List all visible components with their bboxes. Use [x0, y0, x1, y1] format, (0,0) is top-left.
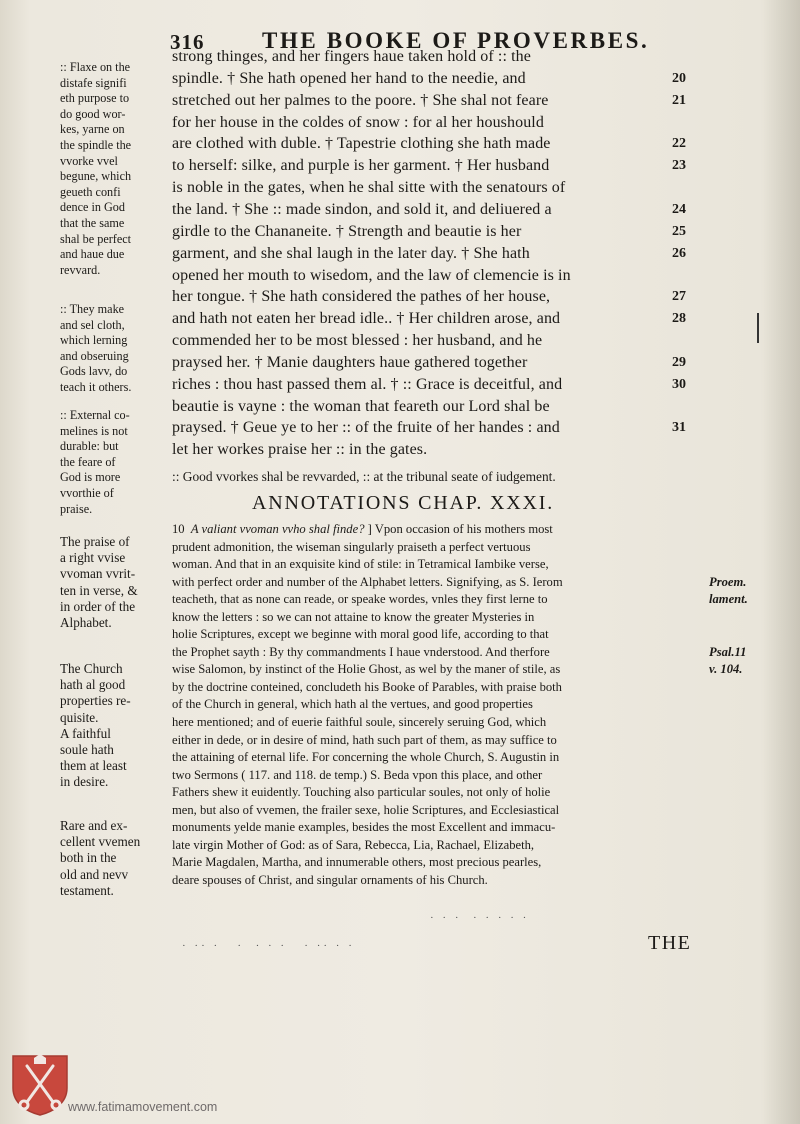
margin-note-line: the spindle the: [60, 137, 132, 152]
text-line: girdle to the Chananeite. † Strength and beautie is her: [172, 222, 522, 240]
papal-keys-shield-icon: [10, 1052, 70, 1116]
text-line: is noble in the gates, when he shal sitte with the senatours of: [172, 179, 566, 197]
margin-note-line: melines is not: [60, 423, 128, 438]
annotation-reference: lament.: [709, 592, 748, 607]
verse-number: 20: [672, 70, 686, 86]
margin-note-line: vvorke vvel: [60, 153, 118, 168]
annotation-line: of the Church in general, which hath al the vertues, and good properties: [172, 697, 533, 712]
margin-note-line: :: Flaxe on the: [60, 60, 131, 74]
verse-number: 31: [672, 420, 686, 436]
margin-note-line: a right vvise: [60, 550, 126, 566]
verse-number: 24: [672, 201, 686, 217]
margin-note-line: and obseruing: [60, 348, 129, 363]
margin-note-line: teach it others.: [60, 379, 132, 394]
text-line: strong thinges, and her fingers haue taken hold of :: the: [172, 48, 531, 65]
page-edge-shadow: [763, 0, 800, 1124]
annotation-line: the Prophet sayth : By thy commandments I haue vnderstood. And therfore: [172, 644, 550, 659]
annotation-line: wise Salomon, by instinct of the Holie Ghost, as wel by the maner of stile, as: [172, 662, 561, 677]
margin-note-line: Alphabet.: [60, 615, 112, 631]
text-line: riches : thou hast passed them al. † :: Grace is deceitful, and: [172, 375, 563, 393]
margin-rule: [757, 313, 759, 343]
faded-ink-marks: · · · · · · · ·: [430, 912, 530, 924]
margin-note-line: both in the: [60, 850, 117, 866]
annotation-line: Fathers shew it euidently. Touching also particular soules, not only of holie: [172, 785, 551, 800]
verse-number: 30: [672, 376, 686, 392]
verse-number: 28: [672, 311, 686, 327]
annotation-line: monuments yelde manie examples, besides the most Excellent and immacu-: [172, 820, 556, 835]
text-line: and hath not eaten her bread idle.. † Her children arose, and: [172, 310, 561, 328]
faded-ink-marks: · ·· · · · · · · ·· · ·: [182, 940, 355, 952]
margin-note-line: kes, yarne on: [60, 122, 125, 137]
margin-note-line: praise.: [60, 501, 93, 516]
annotation-first-rest: ] Vpon occasion of his mothers most: [367, 522, 553, 536]
annotation-line: know the letters : so we can not attaine to know the greater Mysteries in: [172, 609, 535, 624]
website-link[interactable]: www.fatimamovement.com: [68, 1100, 218, 1114]
margin-note-line: the feare of: [60, 454, 116, 469]
verse-number: 22: [672, 136, 686, 152]
annotation-line: Marie Magdalen, Martha, and innumerable others, most precious pearles,: [172, 855, 542, 870]
margin-note-line: cellent vvemen: [60, 834, 141, 850]
margin-note-line: that the same: [60, 215, 125, 230]
text-line: the land. † She :: made sindon, and sold it, and deliuered a: [172, 200, 552, 218]
text-line: stretched out her palmes to the poore. † She shal not feare: [172, 91, 549, 109]
margin-note: [60, 818, 140, 899]
verse-number: 29: [672, 354, 686, 370]
margin-note-line: dence in God: [60, 200, 125, 215]
annotation-line: here mentioned; and of euerie faithful soule, sincerely seruing God, which: [172, 715, 547, 730]
margin-note-line: revvard.: [60, 262, 101, 277]
text-line: praysed. † Geue ye to her :: of the fruite of her handes : and: [172, 419, 560, 437]
verse-number: 25: [672, 223, 686, 239]
margin-note: [60, 60, 131, 278]
running-title: THE BOOKE OF PROVERBES.: [262, 28, 650, 53]
annotation-line: woman. And that in an exquisite kind of stile: in Tetramical Iambike verse,: [172, 557, 549, 572]
margin-note-line: shal be perfect: [60, 231, 132, 246]
text-line: garment, and she shal laugh in the later day. † She hath: [172, 244, 530, 262]
text-line: are clothed with duble. † Tapestrie clothing she hath made: [172, 135, 551, 153]
annotation-line: prudent admonition, the wiseman singularly praiseth a perfect vertuous: [172, 539, 531, 554]
margin-note-line: The Church: [60, 661, 123, 676]
annotation-reference: Proem.: [709, 574, 747, 589]
margin-note-line: vvorthie of: [60, 485, 114, 500]
annotations-body: [172, 521, 702, 889]
annotation-line: either in dede, or in desire of mind, hath such part of them, as may suffice to: [172, 732, 557, 747]
verse-number: 26: [672, 245, 686, 261]
margin-note-line: old and nevv: [60, 866, 129, 882]
verse-number: 23: [672, 158, 686, 174]
text-line: opened her mouth to wisedom, and the law of clemencie is in: [172, 266, 571, 284]
annotation-line: men, but also of vvemen, the frailer sexe, holie Scriptures, and Ecclesiastical: [172, 802, 560, 817]
margin-note-line: testament.: [60, 882, 114, 898]
text-line: for her house in the coldes of snow : for al her houshould: [172, 113, 544, 131]
margin-note-line: in order of the: [60, 598, 136, 614]
annotation-reference: v. 104.: [709, 662, 743, 677]
text-line: beautie is vayne : the woman that feareth our Lord shal be: [172, 397, 550, 415]
margin-note: [60, 408, 130, 517]
margin-note-line: :: They make: [60, 302, 125, 316]
margin-note-line: which lerning: [60, 333, 128, 348]
text-line: spindle. † She hath opened her hand to the needie, and: [172, 69, 526, 87]
margin-note-line: geueth confi: [60, 184, 121, 199]
annotation-line: by the doctrine conteined, concludeth his Booke of Parables, with praise both: [172, 679, 562, 694]
margin-note-line: A faithful: [60, 725, 111, 741]
annotation-line: late virgin Mother of God: as of Sara, Rebecca, Lia, Rachael, Elizabeth,: [172, 837, 535, 852]
annotation-line: deare spouses of Christ, and singular ornaments of his Church.: [172, 872, 488, 887]
margin-note-line: quisite.: [60, 709, 99, 725]
margin-note-line: and sel cloth,: [60, 317, 125, 332]
margin-note: [60, 302, 131, 396]
verse-number: 27: [672, 289, 686, 305]
annotation-line: with perfect order and number of the Alphabet letters. Signifying, as S. Ierom: [172, 574, 563, 589]
margin-note-line: eth purpose to: [60, 91, 130, 106]
annotation-verse-number: 10: [172, 522, 185, 536]
margin-note-line: hath al good: [60, 677, 126, 693]
margin-note-line: properties re-: [60, 693, 131, 709]
catchword: THE: [648, 932, 692, 954]
annotation-first-line: [172, 521, 702, 539]
margin-note-line: and haue due: [60, 247, 125, 262]
margin-note-line: do good wor-: [60, 106, 126, 121]
margin-note-line: God is more: [60, 470, 121, 485]
margin-note-line: them at least: [60, 758, 127, 774]
annotation-lead: A valiant vvoman vvho shal finde?: [190, 522, 365, 536]
margin-note: [60, 534, 138, 631]
margin-note-line: The praise of: [60, 534, 130, 549]
margin-note-line: vvoman vvrit-: [60, 566, 136, 582]
margin-note-line: durable: but: [60, 439, 119, 454]
margin-note-line: distafe signifi: [60, 75, 127, 90]
margin-note: [60, 661, 131, 791]
annotation-line: the attaining of eternal life. For concerning the whole Church, S. Augustin in: [172, 750, 560, 765]
margin-note-line: Gods lavv, do: [60, 364, 128, 379]
page-number: 316: [170, 30, 205, 54]
text-line: let her workes praise her :: in the gates.: [172, 441, 428, 459]
annotations-title: ANNOTATIONS CHAP. XXXI.: [252, 492, 555, 514]
text-line: her tongue. † She hath considered the pathes of her house,: [172, 288, 551, 306]
annotation-line: teacheth, that as none can reade, or speake wordes, vnles they first lerne to: [172, 592, 548, 607]
margin-note-line: ten in verse, &: [60, 582, 138, 598]
margin-note-line: Rare and ex-: [60, 818, 128, 833]
annotation-reference: Psal.11: [709, 644, 747, 659]
margin-note-line: in desire.: [60, 774, 109, 790]
margin-note-line: begune, which: [60, 169, 132, 184]
text-line: to herself: silke, and purple is her garment. † Her husband: [172, 157, 550, 175]
verse-number: 21: [672, 92, 686, 108]
margin-note-line: soule hath: [60, 742, 114, 758]
annotation-line: two Sermons ( 117. and 118. de temp.) S. Beda vpon this place, and other: [172, 767, 543, 782]
margin-note-line: :: External co-: [60, 408, 130, 422]
annotation-line: holie Scriptures, except we beginne with moral good life, according to that: [172, 627, 549, 642]
footnote: :: Good vvorkes shal be revvarded, :: at the tribunal seate of iudgement.: [172, 469, 556, 484]
text-line: praysed her. † Manie daughters haue gathered together: [172, 353, 528, 371]
text-line: commended her to be most blessed : her husband, and he: [172, 332, 543, 350]
